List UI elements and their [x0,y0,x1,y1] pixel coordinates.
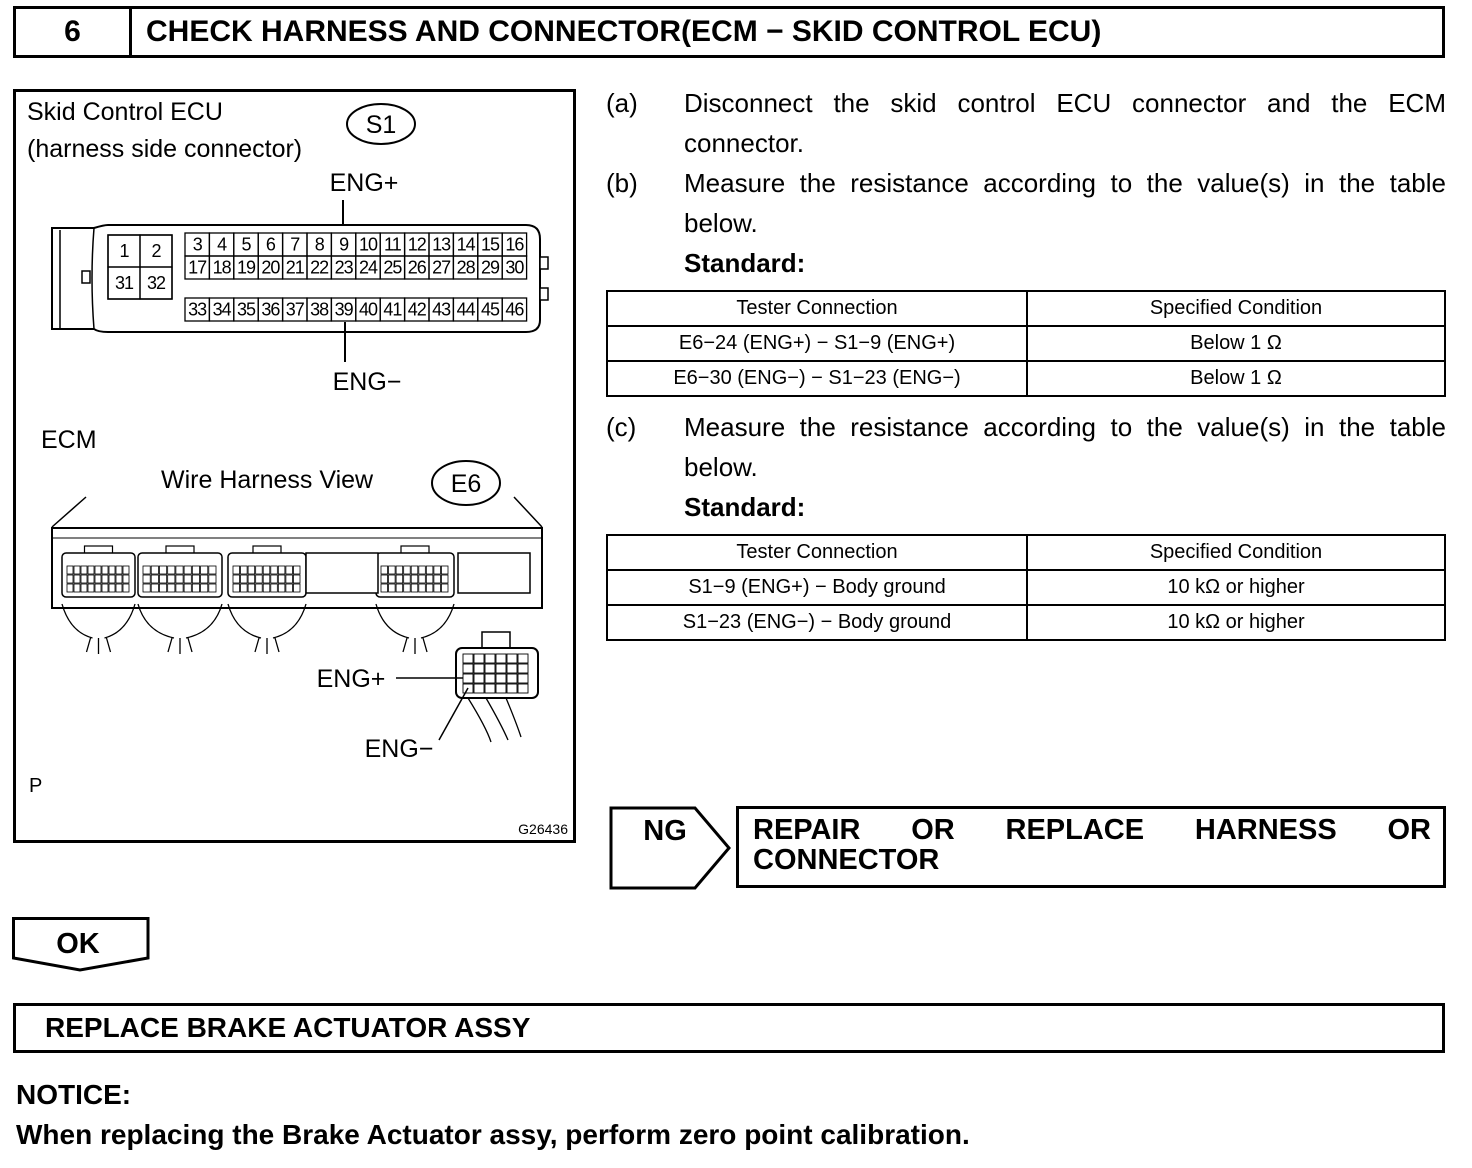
figure-code: G26436 [518,821,568,837]
table-cell: Below 1 Ω [1027,326,1445,361]
eng-plus-label-bottom: ENG+ [316,665,386,693]
pin-number: 42 [407,299,426,320]
spec-table-2 [606,534,1446,641]
pin-number: 46 [505,299,524,320]
pin-number: 14 [456,234,475,255]
e6-wires [468,698,521,742]
pin-number: 15 [480,234,500,255]
ecm-blank-slot-1 [306,553,378,593]
pin-number: 1 [119,241,129,261]
ecm-blank-slot-2 [458,553,530,593]
step-c-letter: (c) [606,412,637,442]
table-cell: Below 1 Ω [1027,361,1445,396]
table-row [607,361,1445,396]
pin-number: 27 [432,257,451,278]
pin-number: 4 [217,234,227,255]
table-header-cell: Specified Condition [1027,291,1445,326]
pin-number: 26 [407,257,426,278]
step-a-letter: (a) [606,88,638,118]
pin-number: 35 [236,299,256,320]
step-b [606,163,1446,243]
steps-c [606,407,1446,527]
eng-minus-label-top: ENG− [332,368,402,396]
table-row [607,326,1445,361]
pin-number: 9 [339,234,349,255]
pin-number: 34 [212,299,231,320]
pin-number: 2 [151,241,161,261]
table-header-cell: Tester Connection [607,535,1027,570]
pin-number: 16 [505,234,524,255]
ng-result-line2: CONNECTOR [753,844,940,876]
action-text: REPLACE BRAKE ACTUATOR ASSY [45,1012,531,1043]
step-a [606,83,1446,163]
skid-ecu-subtitle: (harness side connector) [27,135,303,163]
step-c-text: Measure the resistance according to the value(s) in the table below. [684,412,1446,482]
connector-latch-right-top [540,257,548,269]
pin-number: 11 [384,234,401,255]
ecm-guide-right [514,497,542,527]
s1-code: S1 [365,111,397,139]
pin-number: 30 [505,257,524,278]
pin-number: 41 [383,299,402,320]
table-header-cell: Tester Connection [607,291,1027,326]
pin-number: 33 [188,299,207,320]
ecm-connector-group [62,546,454,597]
pin-number: 44 [456,299,475,320]
step-header [13,6,1445,58]
pin-number: 25 [383,257,402,278]
pin-number: 39 [334,299,353,320]
eng-minus-label-bottom: ENG− [364,735,434,763]
standard-label-1: Standard: [684,248,806,278]
pin-number: 10 [358,234,378,255]
table-header-row [607,535,1445,570]
step-b-letter: (b) [606,168,638,198]
ng-result-word: HARNESS [1194,814,1337,846]
table-cell: 10 kΩ or higher [1027,605,1445,640]
pin-number: 23 [334,257,353,278]
standard-label-2: Standard: [684,492,806,522]
connector-diagram [16,92,573,840]
pin-number: 37 [285,299,304,320]
pin-number: 5 [241,234,251,255]
pin-number: 3 [192,234,202,255]
pin-number: 28 [456,257,475,278]
pin-number: 38 [310,299,329,320]
action-box [13,1003,1445,1053]
table-cell: E6−30 (ENG−) − S1−23 (ENG−) [607,361,1027,396]
ng-result-word: REPLACE [1005,814,1145,846]
ng-result-word: OR [911,814,955,846]
ng-result-word: REPAIR [753,814,861,846]
steps-ab [606,83,1446,283]
table-cell: S1−23 (ENG−) − Body ground [607,605,1027,640]
spec-table-1 [606,290,1446,397]
ng-result-word: OR [1387,814,1431,846]
connector-figure [13,89,576,843]
table-header-row [607,291,1445,326]
ng-arrow-shape [609,806,733,890]
pin-number: 45 [480,299,500,320]
table-cell: S1−9 (ENG+) − Body ground [607,570,1027,605]
ecm-label: ECM [41,426,97,454]
pin-number: 7 [290,234,300,255]
step-a-text: Disconnect the skid control ECU connector and the ECM connector. [684,88,1446,158]
pin-number: 6 [265,234,275,255]
eng-plus-label-top: ENG+ [329,169,399,197]
pin-number: 18 [212,257,231,278]
ok-arrow [12,917,152,978]
pin-number: 8 [314,234,324,255]
pin-number: 17 [188,257,207,278]
step-title: CHECK HARNESS AND CONNECTOR(ECM − SKID CONTROL ECU) [146,15,1102,48]
pin-number: 40 [358,299,378,320]
table-cell: E6−24 (ENG+) − S1−9 (ENG+) [607,326,1027,361]
pin-number: 32 [146,273,166,293]
pin-number: 21 [285,257,304,278]
ng-arrow [609,806,733,895]
eng-minus-leader-2 [439,688,468,740]
table-header-cell: Specified Condition [1027,535,1445,570]
skid-ecu-title: Skid Control ECU [27,98,223,126]
ecm-wire-bundles [62,604,454,654]
wire-bundle [62,604,135,654]
wire-bundle [376,604,454,654]
pin-number: 43 [432,299,451,320]
step-b-text: Measure the resistance according to the value(s) in the table below. [684,168,1446,238]
ng-result-box [736,806,1446,888]
ng-label: NG [643,815,687,847]
e6-code: E6 [450,470,482,498]
ng-result-line1 [753,815,1431,845]
notice-text: When replacing the Brake Actuator assy, perform zero point calibration. [16,1119,970,1150]
pin-number: 29 [480,257,500,278]
table-cell: 10 kΩ or higher [1027,570,1445,605]
wire-bundle [138,604,222,654]
step-c [606,407,1446,487]
pin-number: 12 [407,234,426,255]
pin-number: 36 [261,299,280,320]
wire-bundle [228,604,306,654]
corner-label: P [29,775,43,797]
table-row [607,570,1445,605]
pin-number: 22 [310,257,329,278]
pin-number: 24 [358,257,378,278]
ok-label: OK [56,928,100,960]
ecm-guide-left [52,497,86,527]
wire-harness-view-label: Wire Harness View [161,466,374,494]
pin-number: 19 [236,257,256,278]
pin-number: 20 [261,257,280,278]
pin-number: 31 [114,273,134,293]
step-number: 6 [16,9,132,55]
pin-number: 13 [432,234,451,255]
ok-arrow-shape [12,917,152,973]
table-row [607,605,1445,640]
connector-latch-right-bottom [540,288,548,300]
notice-title: NOTICE: [16,1079,132,1110]
connector-latch-left [82,271,90,283]
